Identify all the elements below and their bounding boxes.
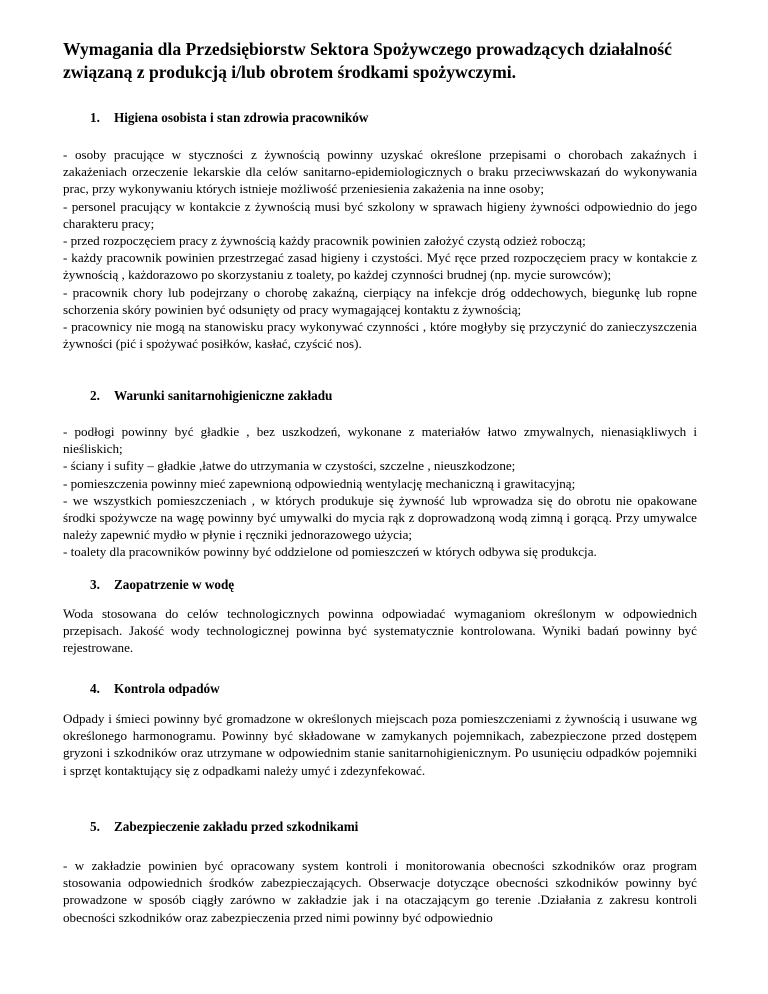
paragraph: - personel pracujący w kontakcie z żywnością musi być szkolony w sprawach higieny żywności odpowiednio do jego charakteru pracy;: [63, 198, 697, 231]
section-title: Kontrola odpadów: [114, 681, 220, 696]
paragraph: - osoby pracujące w styczności z żywnością powinny uzyskać określone przepisami o chorobach zakaźnych i zakażeniach orzeczenie lekarskie dla celów sanitarno-epidemiologicznych o braku przeciwwskazań do wykonywania prac, przy wykonywaniu których istnieje możliwość przeniesienia zakażenia na inne osoby;: [63, 147, 697, 197]
paragraph: - pracownicy nie mogą na stanowisku pracy wykonywać czynności , które mogłyby się przyczynić do zanieczyszczenia żywności (pić i spożywać posiłków, kasłać, czyścić nos).: [63, 319, 697, 352]
section-title: Zabezpieczenie zakładu przed szkodnikami: [114, 819, 359, 834]
section-title: Warunki sanitarnohigieniczne zakładu: [114, 388, 333, 403]
paragraph: Odpady i śmieci powinny być gromadzone w określonych miejscach poza pomieszczeniami z żywnością i usuwane wg określonego harmonogramu. Powinny być składowane w zamykanych pojemnikach, zabezpieczone przed dostępem gryzoni i szkodników oraz utrzymane w odpowiednim stanie sanitarnohigienicznym. Po usunięciu odpadków pojemniki i sprzęt kontaktujący się z odpadkami należy umyć i zdezynfekować.: [63, 711, 697, 778]
section-number: 1.: [90, 110, 100, 125]
section-body-2: [63, 423, 697, 561]
section-heading-1: [90, 110, 368, 126]
section-heading-3: [90, 577, 234, 593]
paragraph: - przed rozpoczęciem pracy z żywnością każdy pracownik powinien założyć czystą odzież roboczą;: [63, 233, 586, 249]
section-heading-5: [90, 819, 358, 835]
paragraph: - w zakładzie powinien być opracowany system kontroli i monitorowania obecności szkodników oraz program stosowania odpowiednich środków zabezpieczających. Obserwacje dotyczące obecności szkodników powinny być prowadzone w sposób ciągły zarówno w zakładzie jak i na otaczającym go terenie .Działania z zakresu kontroli obecności szkodników oraz zabezpieczenia przed nimi powinny być odpowiednio: [63, 858, 697, 925]
section-body-3: [63, 605, 697, 657]
section-number: 3.: [90, 577, 100, 592]
section-title: Zaopatrzenie w wodę: [114, 577, 235, 592]
section-title: Higiena osobista i stan zdrowia pracowników: [114, 110, 369, 125]
section-body-5: [63, 857, 697, 926]
paragraph: - podłogi powinny być gładkie , bez uszkodzeń, wykonane z materiałów łatwo zmywalnych, nienasiąkliwych i nieśliskich;: [63, 424, 697, 457]
paragraph: - pomieszczenia powinny mieć zapewnioną odpowiednią wentylację mechaniczną i grawitacyjną;: [63, 475, 576, 491]
section-number: 5.: [90, 819, 100, 834]
paragraph: - każdy pracownik powinien przestrzegać zasad higieny i czystości. Myć ręce przed rozpoczęciem pracy w kontakcie z żywnością , każdorazowo po skorzystaniu z toalety, po każdej czynności brudnej (np. mycie surowców);: [63, 250, 697, 283]
section-number: 4.: [90, 681, 100, 696]
paragraph: - ściany i sufity – gładkie ,łatwe do utrzymania w czystości, szczelne , nieuszkodzone;: [63, 458, 516, 474]
paragraph: - we wszystkich pomieszczeniach , w których produkuje się żywność lub wprowadza się do obrotu nie opakowane środki spożywcze na wagę powinny być umywalki do mycia rąk z doprowadzoną wodą zimną i gorącą. Przy umywalce należy zapewnić mydło w płynie i ręczniki jednorazowego użycia;: [63, 492, 697, 543]
section-body-4: [63, 710, 697, 779]
section-heading-2: [90, 388, 332, 404]
paragraph: Woda stosowana do celów technologicznych powinna odpowiadać wymaganiom określonym w odpowiednich przepisach. Jakość wody technologicznej powinna być systematycznie kontrolowana. Wyniki badań powinny być rejestrowane.: [63, 606, 697, 656]
section-heading-4: [90, 681, 220, 697]
section-number: 2.: [90, 388, 100, 403]
paragraph: - pracownik chory lub podejrzany o chorobę zakaźną, cierpiący na infekcje dróg oddechowych, biegunkę lub ropne schorzenia skóry powinien być odsunięty od pracy wymagającej kontaktu z żywnością;: [63, 284, 697, 317]
paragraph: - toalety dla pracowników powinny być oddzielone od pomieszczeń w których odbywa się produkcja.: [63, 544, 597, 560]
document-title: Wymagania dla Przedsiębiorstw Sektora Spożywczego prowadzących działalność związaną z produkcją i/lub obrotem środkami spożywczymi.: [63, 39, 672, 82]
section-body-1: [63, 146, 697, 352]
